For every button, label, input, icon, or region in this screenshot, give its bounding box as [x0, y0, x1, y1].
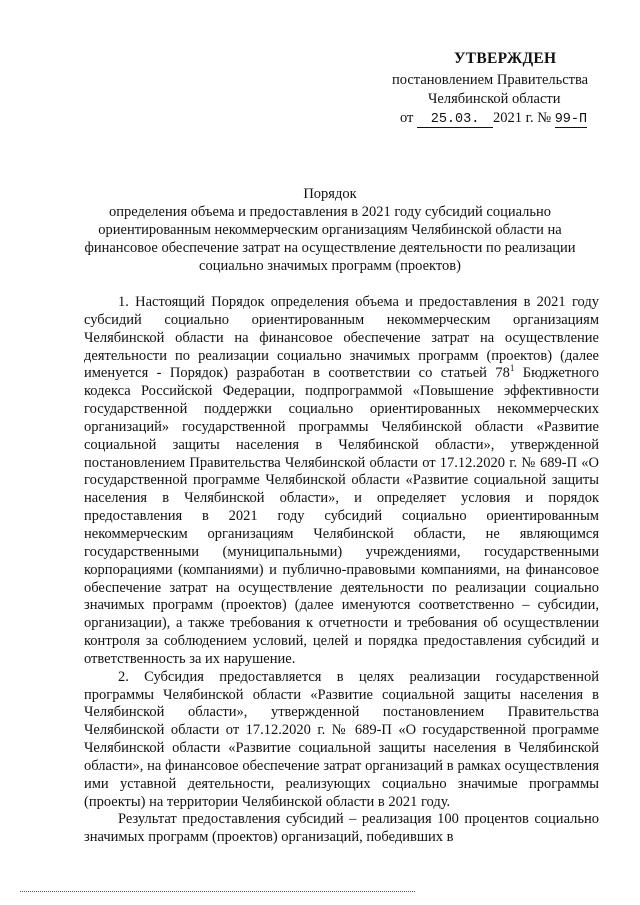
document-heading	[80, 185, 580, 275]
approval-date: 25.03.	[417, 112, 493, 128]
article-superscript: 1	[509, 363, 515, 374]
approval-title: УТВЕРЖДЕН	[454, 50, 557, 67]
paragraph-1-text-end: Бюджетного кодекса Российской Федерации, подпрограммой «Повышение эффективности государственной поддержки социально ориентированных некоммерческих организаций» государственной программы Челябинской области «Развитие социальной защиты населения в Челябинской области», утвержденной постановлением Правительства Челябинской области от 17.12.2020 г. № 689-П «О государственной программе Челябинской области «Развитие социальной защиты населения в Челябинской области», и определяет условия и порядок предоставления в 2021 году субсидий социально ориентированным некоммерческим организациям Челябинской области, не являющимся государственными (муниципальными) учреждениями, государственными корпорациями (компаниями) и публично-правовыми компаниями, на финансовое обеспечение затрат на осуществление деятельности по реализации социально значимых программ (проектов) (далее именуются соответственно – субсидии, организации), а также требования к отчетности и требования об осуществлении контроля за соблюдением условий, целей и порядка предоставления субсидий и ответственность за их нарушение.	[84, 365, 599, 667]
document-title: Порядок	[303, 186, 357, 202]
approval-prefix: от	[400, 110, 414, 126]
approval-line-region: Челябинской области	[428, 91, 561, 107]
document-body	[84, 294, 599, 847]
page-bottom-divider	[20, 891, 415, 892]
approval-number: 99-П	[554, 112, 588, 127]
paragraph-1	[84, 294, 599, 669]
paragraph-3: Результат предоставления субсидий – реализация 100 процентов социально значимых программ (проектов) организаций, победивших в	[84, 811, 599, 846]
document-subtitle: определения объема и предоставления в 2021 году субсидий социально ориентированным некоммерческим организациям Челябинской области на финансовое обеспечение затрат на осуществление деятельности по реализации социально значимых программ (проектов)	[84, 204, 576, 274]
paragraph-1-text-start: 1. Настоящий Порядок определения объема и предоставления в 2021 году субсидий социально ориентированным некоммерческим организациям Челябинской области на финансовое обеспечение затрат на осуществление деятельности по реализации социально значимых программ (проектов) (далее именуется - Порядок) разработан в соответствии со статьей 78	[84, 294, 599, 382]
approval-line-decree: постановлением Правительства	[392, 72, 589, 88]
approval-date-number-line	[400, 110, 587, 128]
paragraph-2: 2. Субсидия предоставляется в целях реализации государственной программы Челябинской области «Развитие социальной защиты населения в Челябинской области», утвержденной постановлением Правительства Челябинской области от 17.12.2020 г. № 689-П «О государственной программе Челябинской области «Развитие социальной защиты населения в Челябинской области», на финансовое обеспечение затрат организаций в рамках осуществления ими уставной деятельности, реализующих социально значимые программы (проекты) на территории Челябинской области в 2021 году.	[84, 668, 599, 810]
approval-year: 2021 г. №	[493, 110, 552, 126]
